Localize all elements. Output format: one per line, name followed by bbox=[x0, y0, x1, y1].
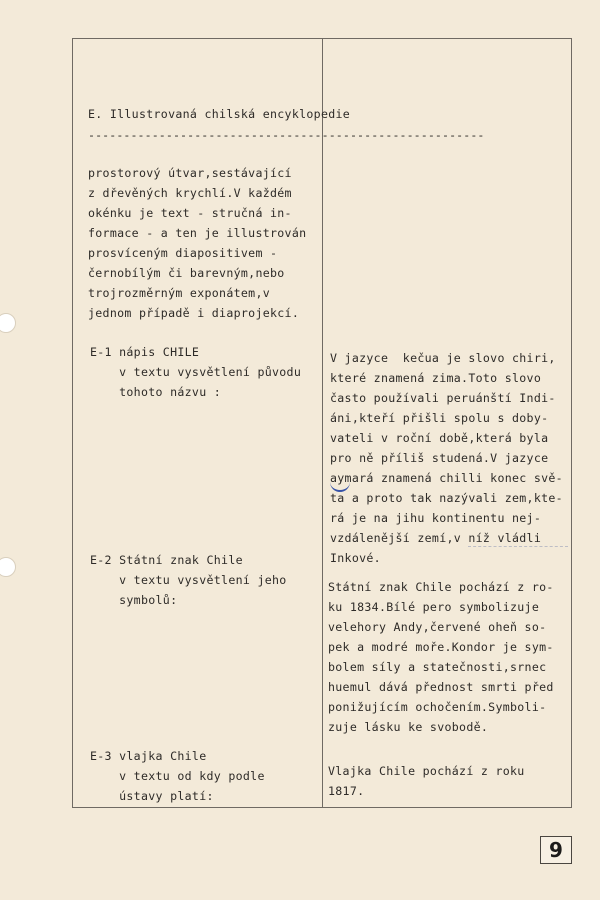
item-line: E-3 vlajka Chile bbox=[90, 749, 207, 763]
text-line: pro ně příliš studená.V jazyce bbox=[330, 451, 549, 465]
punch-hole bbox=[0, 557, 16, 577]
intro-paragraph bbox=[88, 163, 306, 323]
text-line: ta a proto tak nazývali zem,kte- bbox=[330, 491, 563, 505]
item-line: E-1 nápis CHILE bbox=[90, 345, 200, 359]
text-line: ku 1834.Bílé pero symbolizuje bbox=[328, 600, 540, 614]
text-line: aymará znamená chilli konec svě- bbox=[330, 471, 563, 485]
text-line: zuje lásku ke svobodě. bbox=[328, 720, 489, 734]
text-line: bolem síly a statečnosti,srnec bbox=[328, 660, 547, 674]
text-line: Státní znak Chile pochází z ro- bbox=[328, 580, 554, 594]
intro-line: černobílým či barevným,nebo bbox=[88, 266, 285, 280]
text-line: áni,kteří přišli spolu s doby- bbox=[330, 411, 549, 425]
text-line: Vlajka Chile pochází z roku bbox=[328, 764, 525, 778]
item-e1-text bbox=[330, 348, 563, 568]
item-e2-text bbox=[328, 577, 554, 737]
intro-line: prosvíceným diapositivem - bbox=[88, 246, 278, 260]
item-e3-text bbox=[328, 761, 525, 801]
text-line: rá je na jihu kontinentu nej- bbox=[330, 511, 542, 525]
intro-line: z dřevěných krychlí.V každém bbox=[88, 186, 292, 200]
text-line: ponižujícím ochočením.Symboli- bbox=[328, 700, 547, 714]
text-line: V jazyce kečua je slovo chiri, bbox=[330, 351, 556, 365]
item-line: tohoto názvu : bbox=[90, 385, 222, 399]
text-line: vzdálenější zemí,v níž vládli bbox=[330, 531, 542, 545]
text-line: vateli v roční době,která byla bbox=[330, 431, 549, 445]
item-e1-label bbox=[90, 342, 301, 402]
page-number: 9 bbox=[540, 836, 572, 864]
item-line: symbolů: bbox=[90, 593, 178, 607]
text-line: huemul dává přednost smrti před bbox=[328, 680, 554, 694]
intro-line: prostorový útvar,sestávající bbox=[88, 166, 292, 180]
punch-hole bbox=[0, 313, 16, 333]
intro-line: okénku je text - stručná in- bbox=[88, 206, 292, 220]
item-line: E-2 Státní znak Chile bbox=[90, 553, 243, 567]
item-line: v textu vysvětlení původu bbox=[90, 365, 302, 379]
text-line: Inkové. bbox=[330, 551, 381, 565]
title-underline: -------------------------------------------------------- bbox=[88, 128, 485, 142]
item-line: ústavy platí: bbox=[90, 789, 214, 803]
item-e2-label bbox=[90, 550, 287, 610]
text-line: pek a modré moře.Kondor je sym- bbox=[328, 640, 554, 654]
section-title: E. Illustrovaná chilská encyklopedie bbox=[88, 107, 351, 121]
item-line: v textu vysvětlení jeho bbox=[90, 573, 287, 587]
item-line: v textu od kdy podle bbox=[90, 769, 265, 783]
intro-line: trojrozměrným exponátem,v bbox=[88, 286, 271, 300]
text-line: často používali peruánští Indi- bbox=[330, 391, 556, 405]
intro-line: formace - a ten je illustrován bbox=[88, 226, 307, 240]
intro-line: jednom případě i diaprojekcí. bbox=[88, 306, 300, 320]
item-e3-label bbox=[90, 746, 265, 806]
faint-pencil-mark bbox=[468, 546, 568, 549]
text-line: velehory Andy,červené oheň so- bbox=[328, 620, 547, 634]
column-divider bbox=[322, 38, 323, 808]
text-line: které znamená zima.Toto slovo bbox=[330, 371, 542, 385]
text-line: 1817. bbox=[328, 784, 365, 798]
